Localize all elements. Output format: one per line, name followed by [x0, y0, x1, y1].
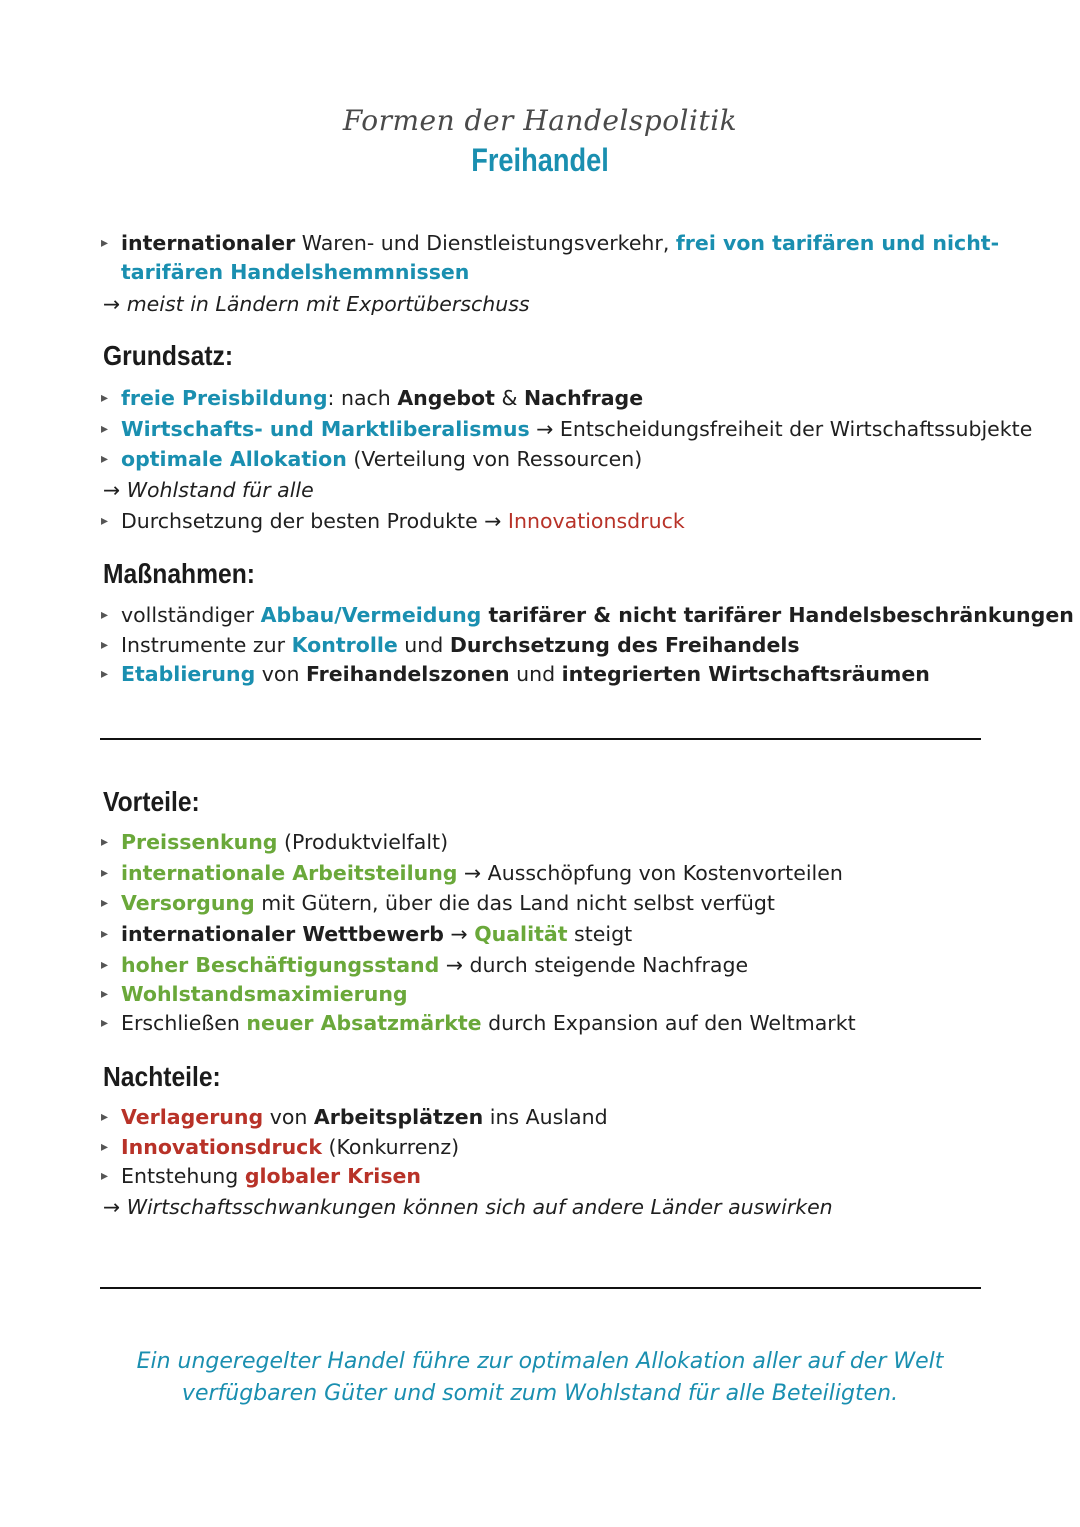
term: internationale Arbeitsteilung	[121, 861, 458, 885]
heading-vorteile: Vorteile:	[103, 786, 200, 817]
term: Durchsetzung des Freihandels	[449, 633, 800, 657]
term: Verlagerung	[121, 1105, 264, 1129]
intro-arrow-text: → meist in Ländern mit Exportüberschuss	[103, 292, 530, 316]
term: Qualität	[474, 922, 568, 946]
text: ins Ausland	[483, 1105, 608, 1129]
intro-arrow-note	[103, 289, 530, 319]
term: Abbau/Vermeidung	[260, 603, 482, 627]
text: mit Gütern, über die das Land nicht selbst verfügt	[254, 891, 775, 915]
term: Etablierung	[121, 662, 256, 686]
text: (Produktvielfalt)	[277, 830, 449, 854]
nachteile-item	[103, 1161, 421, 1191]
vorteile-item	[103, 858, 843, 888]
text: &	[494, 386, 524, 410]
term: tarifärer & nicht tarifärer Handelsbeschränkungen	[481, 603, 1074, 627]
massnahmen-item	[103, 630, 800, 660]
vorteile-item	[103, 979, 408, 1009]
intro-text: Waren- und Dienstleistungsverkehr,	[295, 231, 676, 255]
text: von	[255, 662, 306, 686]
vorteile-item	[103, 827, 448, 857]
text: durch Expansion auf den Weltmarkt	[481, 1011, 856, 1035]
vorteile-item	[103, 1008, 856, 1038]
quote-line: Ein ungeregelter Handel führe zur optimalen Allokation aller auf der Welt	[136, 1349, 944, 1374]
text: Erschließen	[121, 1011, 247, 1035]
divider	[100, 1287, 981, 1289]
nachteile-item	[103, 1132, 459, 1162]
term: freie Preisbildung	[121, 386, 328, 410]
nachteile-item	[103, 1102, 608, 1132]
page-subtitle: Formen der Handelspolitik	[342, 104, 738, 137]
term: Kontrolle	[291, 633, 398, 657]
text: und	[509, 662, 562, 686]
quote-line: verfügbaren Güter und somit zum Wohlstand für alle Beteiligten.	[181, 1381, 899, 1406]
heading-massnahmen: Maßnahmen:	[103, 558, 255, 589]
vorteile-item	[103, 950, 748, 980]
term: Innovationsdruck	[507, 509, 685, 533]
text: →	[443, 922, 475, 946]
text: Entstehung	[121, 1164, 245, 1188]
text: von	[263, 1105, 314, 1129]
term: Versorgung	[121, 891, 255, 915]
text: : nach	[327, 386, 398, 410]
heading-nachteile: Nachteile:	[103, 1061, 221, 1092]
text: (Verteilung von Ressourcen)	[346, 447, 643, 471]
grundsatz-item	[103, 444, 642, 474]
intro-item	[103, 228, 999, 258]
text: Instrumente zur	[121, 633, 292, 657]
nachteile-arrow-note	[103, 1192, 833, 1222]
term: Preissenkung	[121, 830, 278, 854]
text: (Konkurrenz)	[321, 1135, 460, 1159]
text: → Ausschöpfung von Kostenvorteilen	[457, 861, 843, 885]
arrow-text: → Wohlstand für alle	[103, 478, 314, 502]
term: Freihandelszonen	[305, 662, 510, 686]
intro-highlight: frei von tarifären und nicht-	[675, 231, 1000, 255]
vorteile-item	[103, 919, 632, 949]
arrow-text: → Wirtschaftsschwankungen können sich auf andere Länder auswirken	[103, 1195, 833, 1219]
intro-highlight-cont: tarifären Handelshemmnissen	[121, 260, 470, 284]
divider	[100, 738, 981, 740]
term: integrierten Wirtschaftsräumen	[561, 662, 930, 686]
term: Nachfrage	[523, 386, 644, 410]
term: Innovationsdruck	[121, 1135, 322, 1159]
massnahmen-item	[103, 659, 930, 689]
term: globaler Krisen	[244, 1164, 422, 1188]
grundsatz-item	[103, 506, 685, 536]
intro-continuation	[121, 257, 469, 287]
vorteile-item	[103, 888, 775, 918]
term: neuer Absatzmärkte	[246, 1011, 482, 1035]
text: Durchsetzung der besten Produkte →	[121, 509, 508, 533]
text: → Entscheidungsfreiheit der Wirtschaftssubjekte	[529, 417, 1033, 441]
term: Wirtschafts- und Marktliberalismus	[121, 417, 530, 441]
text: vollständiger	[121, 603, 261, 627]
grundsatz-arrow-note	[103, 475, 314, 505]
massnahmen-item	[103, 600, 1074, 630]
term: optimale Allokation	[121, 447, 347, 471]
text: → durch steigende Nachfrage	[439, 953, 749, 977]
text: und	[397, 633, 450, 657]
term: Angebot	[397, 386, 495, 410]
heading-grundsatz: Grundsatz:	[103, 340, 234, 371]
term: hoher Beschäftigungsstand	[121, 953, 440, 977]
page-title: Freihandel	[471, 142, 609, 178]
grundsatz-item	[103, 414, 1032, 444]
text: steigt	[567, 922, 633, 946]
term: internationaler Wettbewerb	[121, 922, 444, 946]
intro-term: internationaler	[121, 231, 296, 255]
term: Arbeitsplätzen	[313, 1105, 484, 1129]
grundsatz-item	[103, 383, 643, 413]
term: Wohlstandsmaximierung	[121, 982, 408, 1006]
